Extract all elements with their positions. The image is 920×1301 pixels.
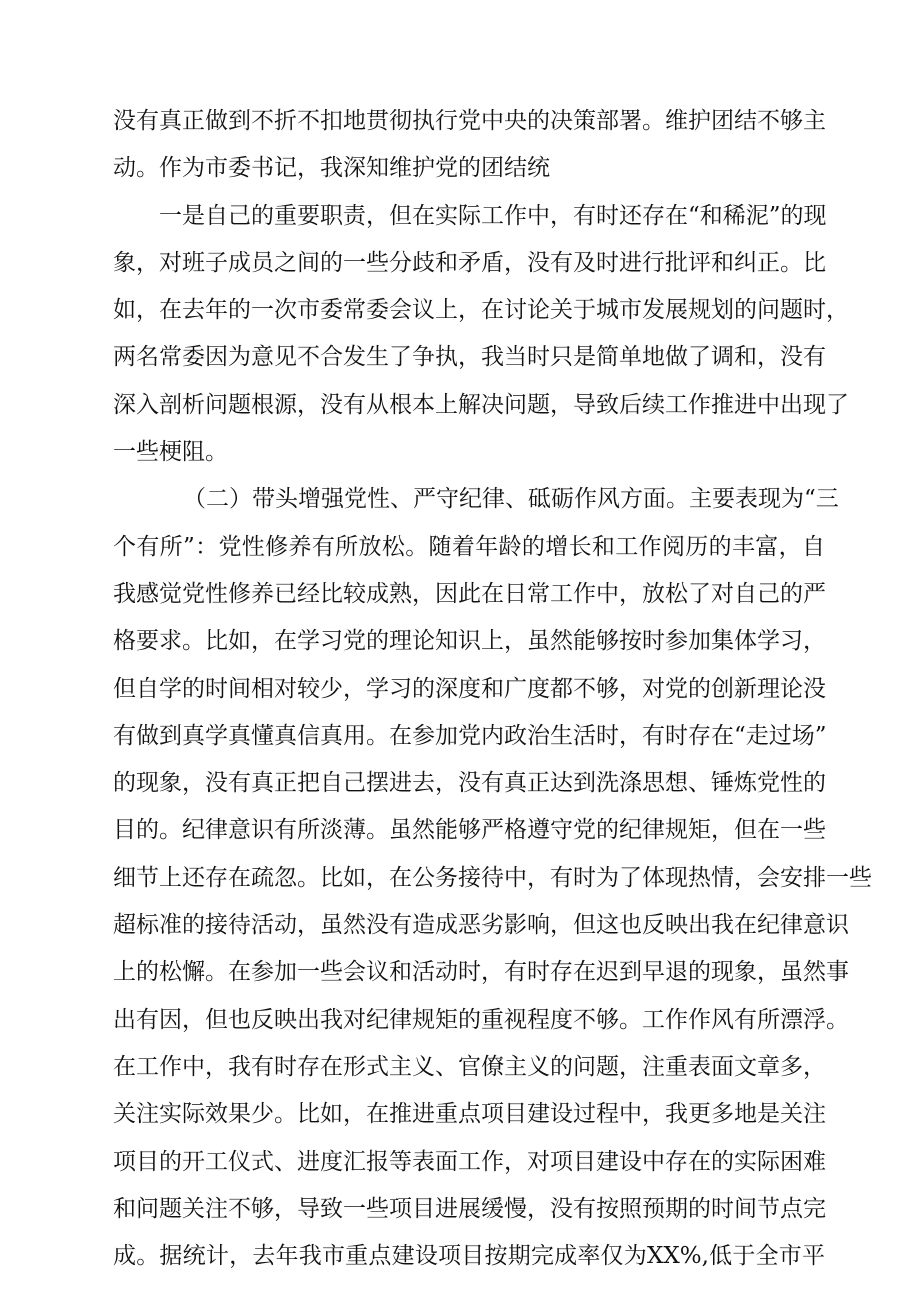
text-line: 和问题关注不够，导致一些项目进展缓慢，没有按照预期的时间节点完 — [113, 1195, 826, 1222]
text-line: 没有真正做到不折不扣地贯彻执行党中央的决策部署。维护团结不够主 — [113, 108, 826, 134]
text-line: 成。据统计，去年我市重点建设项目按期完成率仅为XX%,低于全市平 — [113, 1243, 825, 1270]
text-line: 在工作中，我有时存在形式主义、官僚主义的问题，注重表面文章多， — [113, 1053, 826, 1080]
text-line: 一些梗阻。 — [113, 439, 228, 466]
text-line: 我感觉党性修养已经比较成熟，因此在日常工作中，放松了对自己的严 — [113, 580, 826, 607]
text-line: 两名常委因为意见不合发生了争执，我当时只是简单地做了调和，没有 — [113, 344, 826, 371]
text-line: 动。作为市委书记，我深知维护党的团结统 — [113, 155, 550, 182]
text-line: 一是自己的重要职责，但在实际工作中，有时还存在“和稀泥”的现 — [159, 202, 827, 229]
text-line: 有做到真学真懂真信真用。在参加党内政治生活时，有时存在“走过场” — [113, 722, 827, 749]
text-line: 格要求。比如，在学习党的理论知识上，虽然能够按时参加集体学习， — [113, 628, 826, 655]
text-line: （二）带头增强党性、严守纪律、砥砺作风方面。主要表现为“三 — [183, 486, 839, 513]
text-line: 上的松懈。在参加一些会议和活动时，有时存在迟到早退的现象，虽然事 — [113, 959, 849, 986]
text-line: 的现象，没有真正把自己摆进去，没有真正达到洗涤思想、锤炼党性的 — [113, 770, 826, 797]
text-line: 项目的开工仪式、进度汇报等表面工作，对项目建设中存在的实际困难 — [113, 1148, 826, 1175]
text-line: 细节上还存在疏忽。比如，在公务接待中，有时为了体现热情，会安排一些 — [113, 864, 872, 891]
text-line: 但自学的时间相对较少，学习的深度和广度都不够，对党的创新理论没 — [113, 675, 826, 702]
text-line: 象，对班子成员之间的一些分歧和矛盾，没有及时进行批评和纠正。比 — [113, 249, 826, 276]
text-line: 深入剖析问题根源，没有从根本上解决问题，导致后续工作推进中出现了 — [113, 391, 849, 418]
text-line: 个有所”：党性修养有所放松。随着年龄的增长和工作阅历的丰富，自 — [113, 533, 825, 560]
text-line: 出有因，但也反映出我对纪律规矩的重视程度不够。工作作风有所漂浮。 — [113, 1006, 849, 1033]
document-body — [113, 98, 872, 1280]
text-line: 目的。纪律意识有所淡薄。虽然能够严格遵守党的纪律规矩，但在一些 — [113, 817, 826, 844]
text-line: 如，在去年的一次市委常委会议上，在讨论关于城市发展规划的问题时， — [113, 297, 849, 324]
text-line: 关注实际效果少。比如，在推进重点项目建设过程中，我更多地是关注 — [113, 1101, 826, 1128]
text-line: 超标准的接待活动，虽然没有造成恶劣影响，但这也反映出我在纪律意识 — [113, 912, 849, 939]
